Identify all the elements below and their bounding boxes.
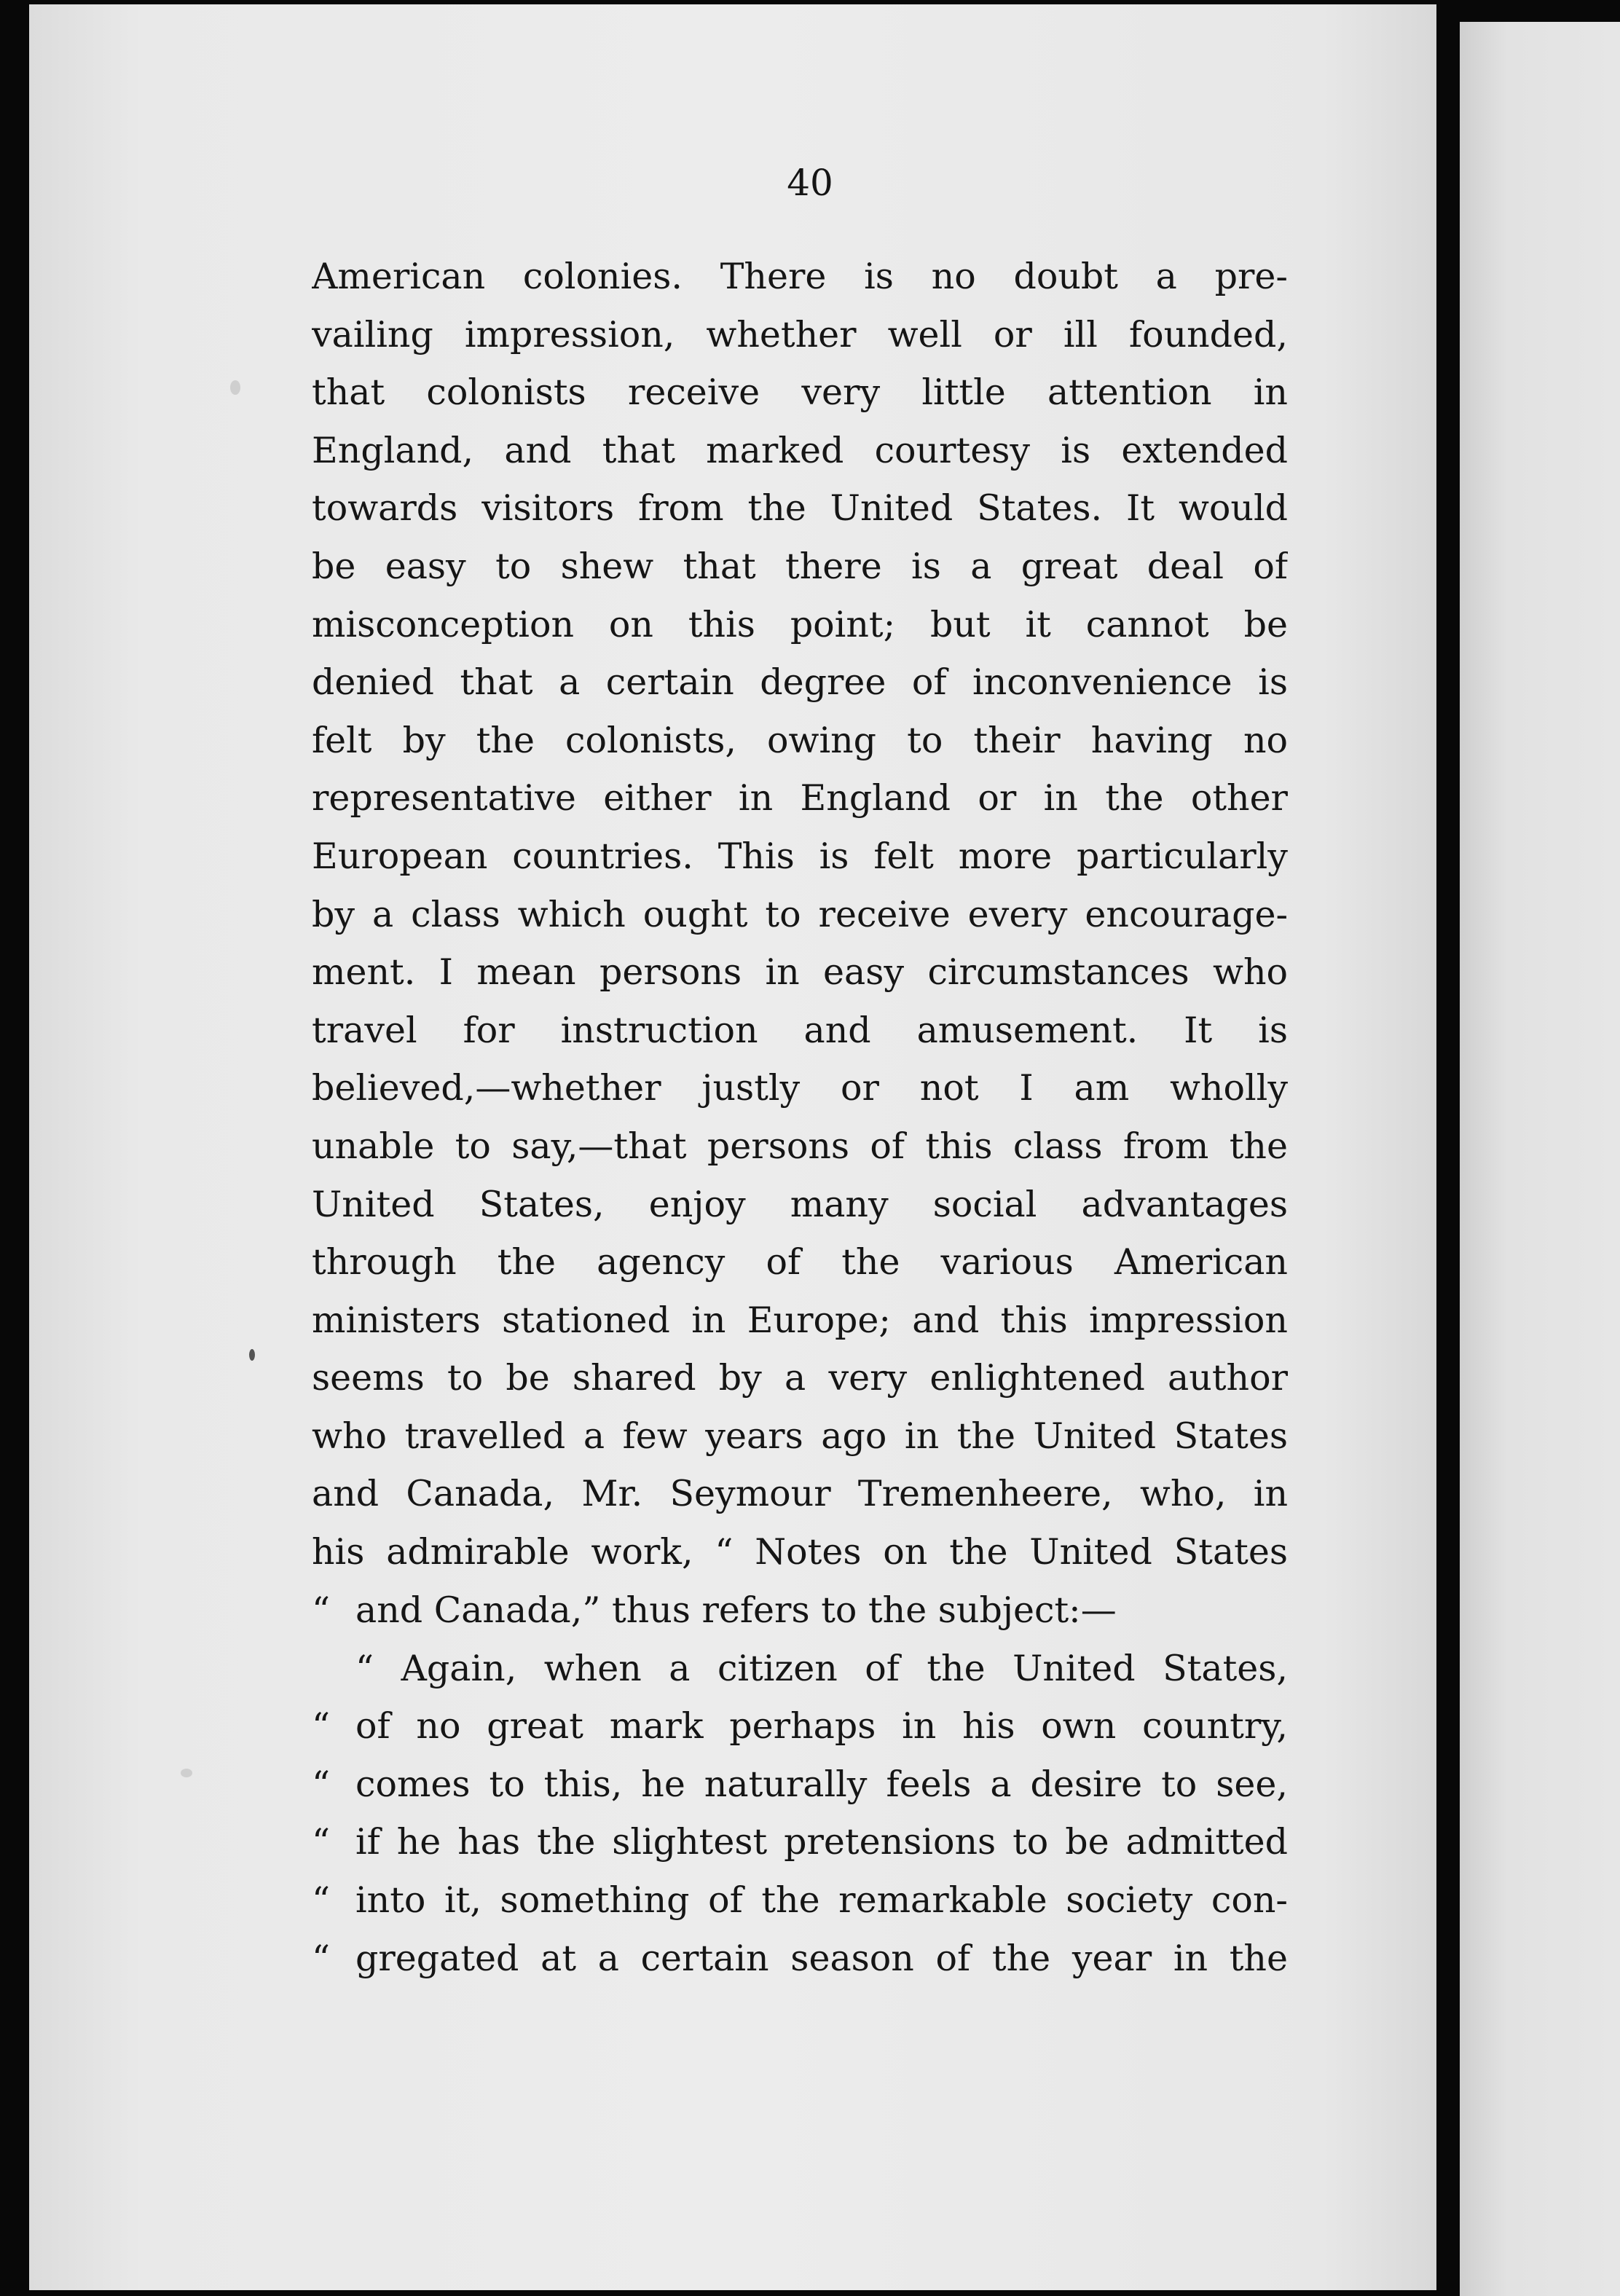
text-line: ministers stationed in Europe; and this impression: [312, 1299, 1288, 1341]
quote-mark: “: [312, 1705, 331, 1747]
quote-line: [312, 1640, 1288, 1698]
quote-text: gregated at a certain season of the year in the: [355, 1937, 1288, 1979]
quotation-block: [312, 1581, 1288, 1987]
text-line: vailing impression, whether well or ill founded,: [312, 313, 1288, 355]
quote-mark-spacer: [312, 1640, 355, 1698]
quote-text: [355, 1640, 1288, 1698]
quote-intro-line: [312, 1581, 1288, 1640]
quote-text: into it, something of the remarkable society con-: [355, 1879, 1288, 1921]
quote-mark: “: [312, 1937, 331, 1979]
text-line: representative either in England or in the other: [312, 777, 1288, 819]
text-line: felt by the colonists, owing to their having no: [312, 719, 1288, 761]
quote-mark: “: [312, 1589, 331, 1631]
quote-mark: “: [355, 1647, 374, 1689]
quote-text-content: Again, when a citizen of the United States,: [401, 1647, 1288, 1689]
quote-text: if he has the slightest pretensions to be admitted: [355, 1821, 1288, 1863]
text-line: travel for instruction and amusement. It is: [312, 1009, 1288, 1051]
quote-line: [312, 1813, 1288, 1871]
quote-line: [312, 1756, 1288, 1814]
text-line: European countries. This is felt more particularly: [312, 835, 1288, 877]
body-paragraph: [312, 248, 1288, 1581]
text-line: be easy to shew that there is a great deal of: [312, 545, 1288, 587]
quote-text: comes to this, he naturally feels a desire to see,: [355, 1763, 1288, 1805]
text-line: seems to be shared by a very enlightened author: [312, 1357, 1288, 1399]
quote-line: [312, 1697, 1288, 1756]
paper-speck: [249, 1349, 255, 1361]
text-line: believed,—whether justly or not I am wholly: [312, 1067, 1288, 1109]
text-line: United States, enjoy many social advantages: [312, 1183, 1288, 1225]
page-number: 40: [787, 162, 833, 204]
text-line: and Canada, Mr. Seymour Tremenheere, who, in: [312, 1473, 1288, 1515]
text-line: that colonists receive very little attention in: [312, 371, 1288, 414]
quote-line: [312, 1871, 1288, 1930]
quote-mark: “: [312, 1879, 331, 1921]
quote-intro-text: and Canada,” thus refers to the subject:—: [355, 1589, 1117, 1631]
text-line: his admirable work, “ Notes on the United States: [312, 1531, 1288, 1573]
text-line: misconception on this point; but it cannot be: [312, 603, 1288, 645]
paper-speck: [181, 1769, 192, 1777]
quote-mark: “: [312, 1821, 331, 1863]
adjacent-page-edge: [1460, 22, 1620, 2296]
text-line: unable to say,—that persons of this class from the: [312, 1125, 1288, 1167]
text-line: denied that a certain degree of inconvenience is: [312, 661, 1288, 704]
quote-text: of no great mark perhaps in his own country,: [355, 1705, 1288, 1747]
text-line: who travelled a few years ago in the United States: [312, 1415, 1288, 1457]
text-line: ment. I mean persons in easy circumstances who: [312, 951, 1288, 994]
text-line: by a class which ought to receive every encourage-: [312, 893, 1288, 935]
text-line: through the agency of the various American: [312, 1241, 1288, 1283]
quote-line: [312, 1930, 1288, 1988]
text-line: towards visitors from the United States. It would: [312, 487, 1288, 530]
text-line: England, and that marked courtesy is extended: [312, 429, 1288, 471]
quote-mark: “: [312, 1763, 331, 1805]
text-line: American colonies. There is no doubt a pre-: [312, 256, 1288, 297]
paper-speck: [230, 380, 240, 395]
